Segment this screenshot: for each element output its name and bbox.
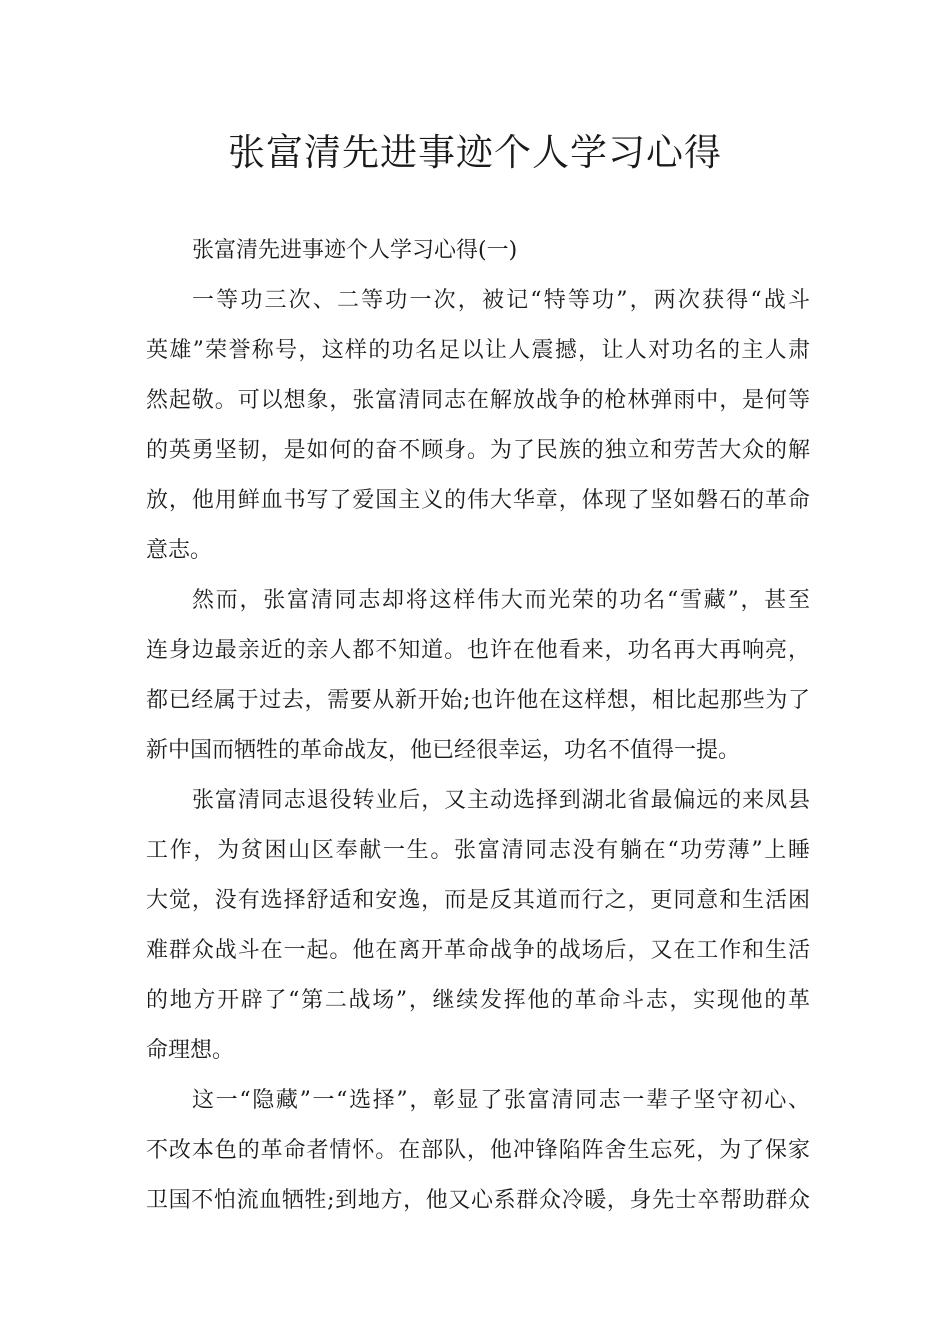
text-line: 然起敬。可以想象，张富清同志在解放战争的枪林弹雨中，是何等 [146, 388, 810, 413]
text-line: 张富清先进事迹个人学习心得(一) [192, 238, 518, 263]
text-line: 张富清同志退役转业后，又主动选择到湖北省最偏远的来凤县 [192, 788, 810, 813]
text-line: 工作，为贫困山区奉献一生。张富清同志没有躺在“功劳薄”上睡 [146, 838, 810, 863]
text-line: 新中国而牺牲的革命战友，他已经很幸运，功名不值得一提。 [146, 738, 741, 763]
text-line: 卫国不怕流血牺牲;到地方，他又心系群众冷暖，身先士卒帮助群众 [146, 1188, 810, 1213]
text-line: 大觉，没有选择舒适和安逸，而是反其道而行之，更同意和生活困 [146, 888, 810, 913]
text-line: 连身边最亲近的亲人都不知道。也许在他看来，功名再大再响亮， [146, 638, 810, 663]
text-line: 放，他用鲜血书写了爱国主义的伟大华章，体现了坚如磐石的革命 [146, 488, 810, 513]
text-line: 不改本色的革命者情怀。在部队，他冲锋陷阵舍生忘死，为了保家 [146, 1138, 810, 1163]
text-line: 然而，张富清同志却将这样伟大而光荣的功名“雪藏”，甚至 [192, 588, 810, 613]
text-line: 难群众战斗在一起。他在离开革命战争的战场后，又在工作和生活 [146, 938, 810, 963]
text-line: 这一“隐藏”一“选择”，彰显了张富清同志一辈子坚守初心、 [192, 1088, 810, 1113]
text-line: 的英勇坚韧，是如何的奋不顾身。为了民族的独立和劳苦大众的解 [146, 438, 810, 463]
text-line: 意志。 [146, 538, 213, 563]
text-line: 的地方开辟了“第二战场”，继续发挥他的革命斗志，实现他的革 [146, 988, 810, 1013]
text-line: 命理想。 [146, 1038, 235, 1063]
text-line: 一等功三次、二等功一次，被记“特等功”，两次获得“战斗 [192, 288, 810, 313]
document-title: 张富清先进事迹个人学习心得 [228, 131, 722, 174]
text-line: 都已经属于过去，需要从新开始;也许他在这样想，相比起那些为了 [146, 688, 810, 713]
text-line: 英雄”荣誉称号，这样的功名足以让人震撼，让人对功名的主人肃 [146, 338, 810, 363]
document-body [146, 226, 810, 1226]
